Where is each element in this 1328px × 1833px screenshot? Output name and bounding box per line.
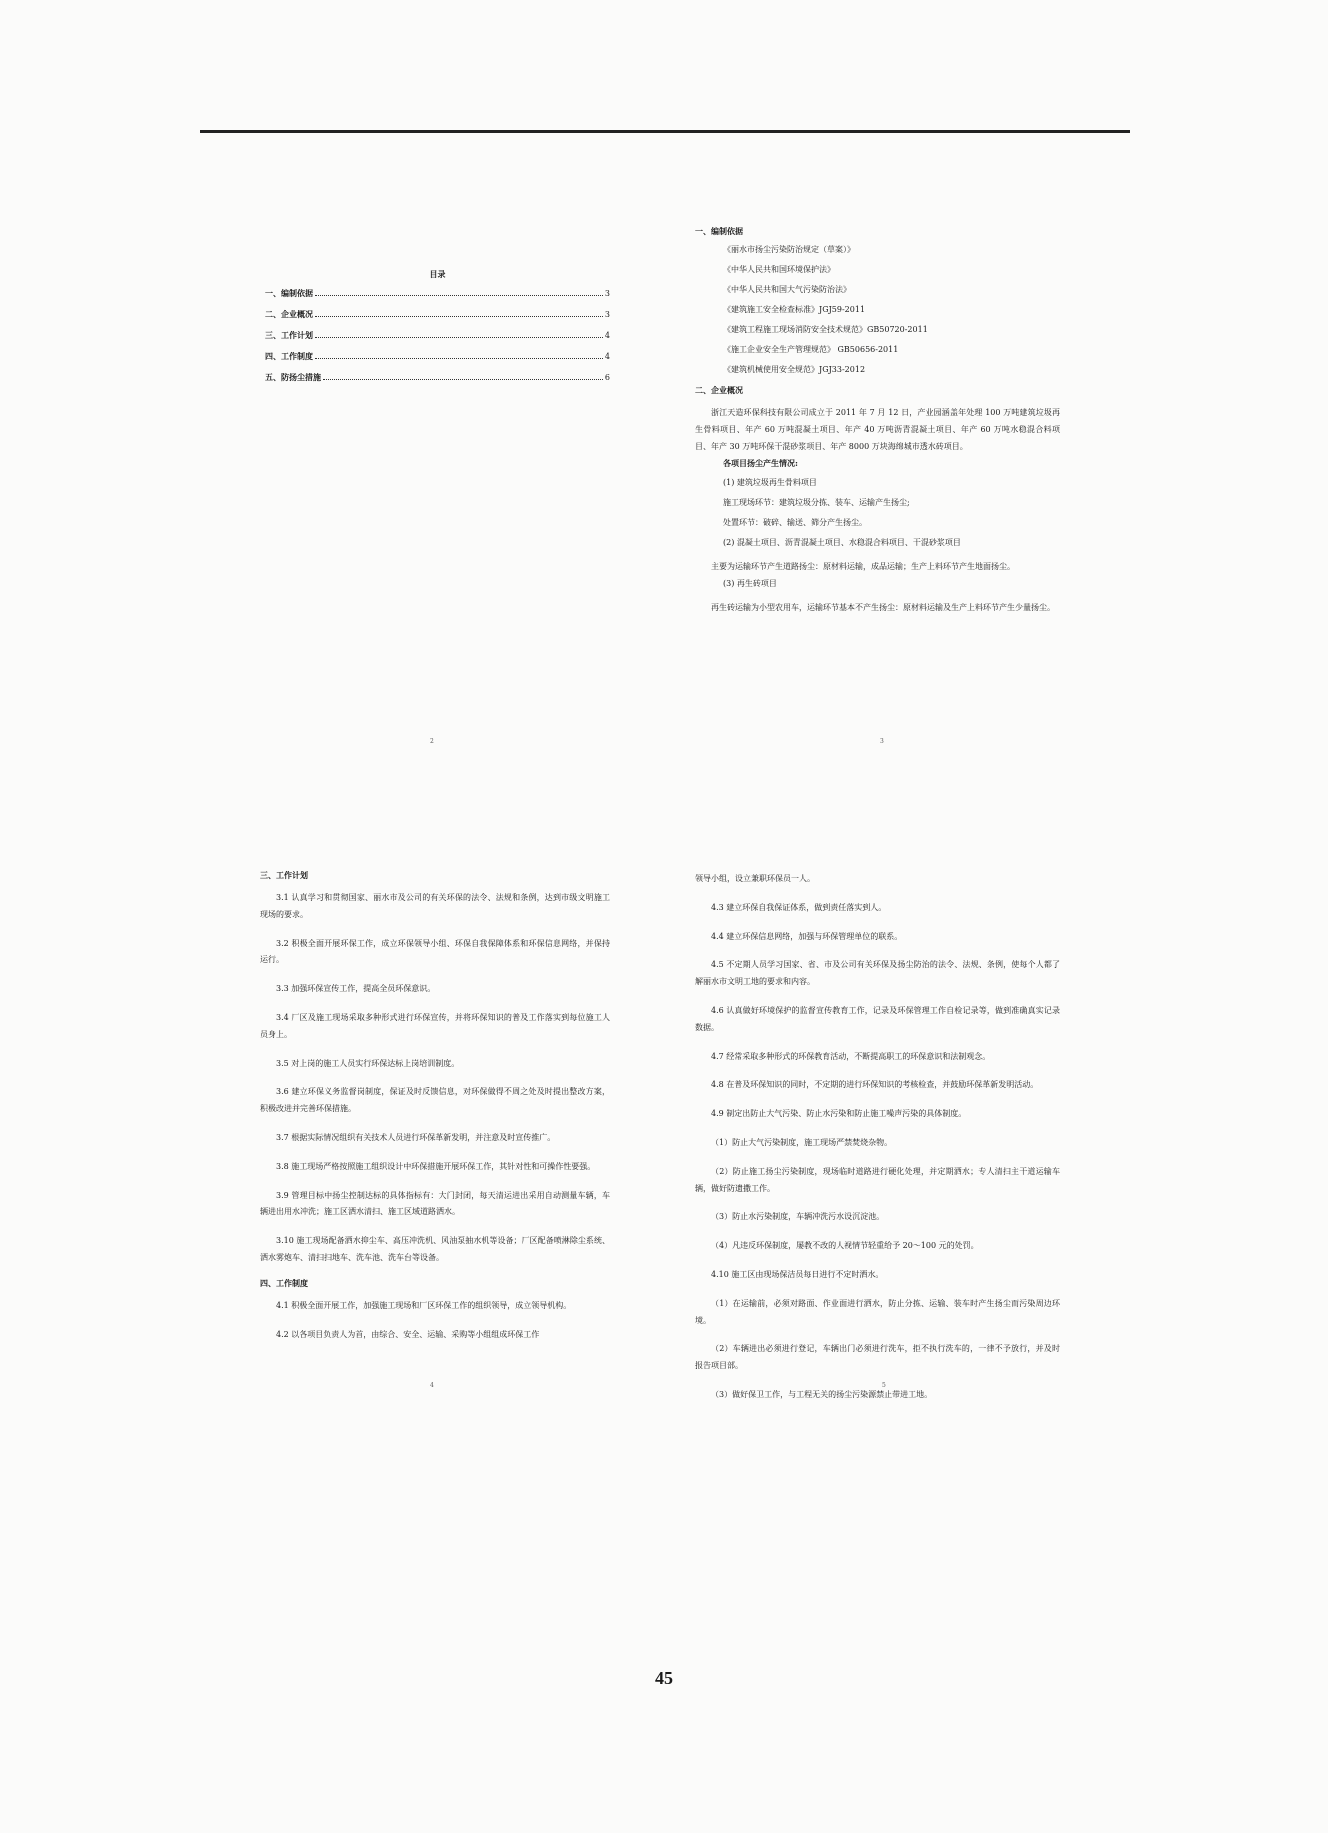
paragraph: 3.7 根据实际情况组织有关技术人员进行环保革新发明，并注意及时宣传推广。 bbox=[276, 1132, 556, 1142]
toc-item[interactable] bbox=[265, 331, 610, 340]
toc-leader bbox=[315, 289, 603, 296]
paragraph: 主要为运输环节产生道路扬尘：原材料运输，成品运输；生产上料环节产生地面扬尘。 bbox=[711, 562, 1015, 572]
page-3-number: 3 bbox=[880, 738, 884, 745]
page-4-number: 4 bbox=[430, 1382, 434, 1389]
paragraph: （3）做好保卫工作，与工程无关的扬尘污染源禁止带进工地。 bbox=[711, 1389, 933, 1399]
paragraph: 浙江天造环保科技有限公司成立于 2011 年 7 月 12 日，产业园涵盖年处理 100 万吨建筑垃圾再生骨料项目、年产 60 万吨混凝土项目、年产 40 万吨沥青混凝土项目、年产 60 万吨水稳混合料项目、年产 30 万吨环保干混砂浆项目、年产 8000 万块海绵城市透水砖项目。 bbox=[695, 408, 1060, 451]
toc-leader bbox=[315, 310, 603, 317]
reference-item: 《建筑施工安全检查标准》JGJ59-2011 bbox=[723, 305, 866, 314]
subheading: 各项目扬尘产生情况: bbox=[723, 458, 798, 469]
paragraph: 3.5 对上岗的施工人员实行环保达标上岗培训制度。 bbox=[276, 1058, 460, 1068]
reference-item: 《中华人民共和国大气污染防治法》 bbox=[723, 285, 851, 294]
paragraph: 3.1 认真学习和贯彻国家、丽水市及公司的有关环保的法令、法规和条例，达到市级文明施工现场的要求。 bbox=[260, 893, 610, 919]
toc-item[interactable] bbox=[265, 352, 610, 361]
reference-item: 《施工企业安全生产管理规范》 GB50656-2011 bbox=[723, 345, 899, 354]
toc-item-label: 三、工作计划 bbox=[265, 330, 313, 340]
page-4-panel bbox=[260, 871, 610, 1355]
paragraph: （2）防止施工扬尘污染制度，现场临时道路进行硬化处理，并定期洒水；专人清扫主干道运输车辆，做好防遗撒工作。 bbox=[695, 1166, 1060, 1193]
toc-item-page: 4 bbox=[604, 352, 610, 361]
toc-item-page: 3 bbox=[604, 310, 610, 319]
paragraph: 4.3 建立环保自我保证体系，做到责任落实到人。 bbox=[711, 902, 887, 912]
paragraph: (2) 混凝土项目、沥青混凝土项目、水稳混合料项目、干混砂浆项目 bbox=[723, 538, 961, 548]
reference-item: 《建筑机械使用安全规范》JGJ33-2012 bbox=[723, 365, 866, 374]
page-5-number: 5 bbox=[882, 1382, 886, 1389]
paragraph: (3) 再生砖项目 bbox=[723, 579, 777, 589]
paragraph: （2）车辆进出必须进行登记，车辆出门必须进行洗车，拒不执行洗车的，一律不予放行，并及时报告项目部。 bbox=[695, 1344, 1060, 1371]
toc-item[interactable] bbox=[265, 373, 610, 382]
reference-item: 《丽水市扬尘污染防治规定（草案）》 bbox=[723, 245, 855, 254]
section-heading: 一、编制依据 bbox=[695, 226, 743, 236]
page-3-panel bbox=[695, 227, 1060, 621]
paragraph: 4.8 在普及环保知识的同时，不定期的进行环保知识的考核检查，并鼓励环保革新发明活动。 bbox=[711, 1080, 1039, 1090]
paragraph: 4.6 认真做好环境保护的监督宣传教育工作，记录及环保管理工作自检记录等，做到准确真实记录数据。 bbox=[695, 1005, 1060, 1032]
toc-item-label: 二、企业概况 bbox=[265, 309, 313, 319]
toc-item-label: 五、防扬尘措施 bbox=[265, 372, 321, 382]
paragraph: 处置环节：破碎、输送、筛分产生扬尘。 bbox=[723, 518, 867, 528]
toc-item-page: 3 bbox=[604, 289, 610, 298]
paragraph: （4）凡违反环保制度，屡教不改的人视情节轻重给予 20～100 元的处罚。 bbox=[711, 1241, 979, 1251]
paragraph: 3.10 施工现场配备洒水抑尘车、高压冲洗机、风油泵抽水机等设备；厂区配备喷淋除尘系统、洒水雾炮车、清扫扫地车、洗车池、洗车台等设备。 bbox=[260, 1236, 610, 1262]
toc-item-page: 6 bbox=[604, 373, 610, 382]
toc-item-label: 四、工作制度 bbox=[265, 351, 313, 361]
paragraph: （1）在运输前，必须对路面、作业面进行洒水，防止分拣、运输、装车时产生扬尘而污染周边环境。 bbox=[695, 1298, 1060, 1325]
toc-title: 目录 bbox=[429, 269, 446, 279]
section-heading: 三、工作计划 bbox=[260, 870, 308, 880]
page-2-number: 2 bbox=[430, 738, 434, 745]
paragraph: 施工现场环节：建筑垃圾分拣、装车、运输产生扬尘; bbox=[723, 498, 910, 508]
paragraph: 4.7 经常采取多种形式的环保教育活动，不断提高职工的环保意识和法制观念。 bbox=[711, 1051, 991, 1061]
toc-leader bbox=[315, 352, 603, 359]
toc-item-page: 4 bbox=[604, 331, 610, 340]
toc-leader bbox=[315, 331, 603, 338]
section-heading: 二、企业概况 bbox=[695, 385, 743, 395]
paragraph: （3）防止水污染制度，车辆冲洗污水设沉淀池。 bbox=[711, 1212, 885, 1222]
paragraph: 4.2 以各项目负责人为首，由综合、安全、运输、采购等小组组成环保工作 bbox=[276, 1329, 540, 1339]
toc-item[interactable] bbox=[265, 289, 610, 298]
paragraph: 3.4 厂区及施工现场采取多种形式进行环保宣传，并将环保知识的普及工作落实到每位施工人员身上。 bbox=[260, 1012, 610, 1039]
paragraph: 再生砖运输为小型农用车，运输环节基本不产生扬尘：原材料运输及生产上料环节产生少量扬尘。 bbox=[711, 603, 1055, 613]
toc-item-label: 一、编制依据 bbox=[265, 288, 313, 298]
paragraph: 3.9 管理目标中扬尘控制达标的具体指标有：大门封闭，每天清运进出采用自动测量车辆，车辆进出用水冲洗；施工区洒水清扫、施工区域道路洒水。 bbox=[260, 1190, 610, 1217]
footer-page-number: 45 bbox=[655, 1668, 673, 1688]
reference-item: 《中华人民共和国环境保护法》 bbox=[723, 265, 835, 274]
page-5-panel bbox=[695, 871, 1060, 1416]
paragraph: （1）防止大气污染制度，施工现场严禁焚烧杂物。 bbox=[711, 1137, 893, 1147]
paragraph: 3.6 建立环保义务监督岗制度，保证及时反馈信息，对环保做得不周之处及时提出整改方案，积极改进并完善环保措施。 bbox=[260, 1087, 610, 1114]
paragraph: 4.10 施工区由现场保洁员每日进行不定时洒水。 bbox=[711, 1269, 884, 1279]
paragraph: 4.9 制定出防止大气污染、防止水污染和防止施工噪声污染的具体制度。 bbox=[711, 1109, 967, 1119]
toc-leader bbox=[323, 373, 603, 380]
paragraph: 4.1 积极全面开展工作，加强施工现场和厂区环保工作的组织领导，成立领导机构。 bbox=[276, 1300, 572, 1310]
paragraph: 4.5 不定期人员学习国家、省、市及公司有关环保及扬尘防治的法令、法规、条例，使每个人都了解丽水市文明工地的要求和内容。 bbox=[695, 960, 1060, 987]
paragraph: 3.8 施工现场严格按照施工组织设计中环保措施开展环保工作，其针对性和可操作性要强。 bbox=[276, 1161, 596, 1171]
reference-item: 《建筑工程施工现场消防安全技术规范》GB50720-2011 bbox=[723, 325, 928, 334]
toc-panel bbox=[265, 270, 610, 394]
paragraph: 3.3 加强环保宣传工作，提高全员环保意识。 bbox=[276, 984, 436, 994]
paragraph: (1) 建筑垃圾再生骨料项目 bbox=[723, 478, 817, 488]
section-heading: 四、工作制度 bbox=[260, 1277, 308, 1288]
paragraph: 4.4 建立环保信息网络，加强与环保管理单位的联系。 bbox=[711, 931, 903, 941]
header-rule bbox=[200, 130, 1130, 133]
paragraph: 领导小组，设立兼职环保员一人。 bbox=[695, 874, 815, 883]
toc-item[interactable] bbox=[265, 310, 610, 319]
paragraph: 3.2 积极全面开展环保工作，成立环保领导小组、环保自我保障体系和环保信息网络，并保持运行。 bbox=[260, 938, 610, 965]
